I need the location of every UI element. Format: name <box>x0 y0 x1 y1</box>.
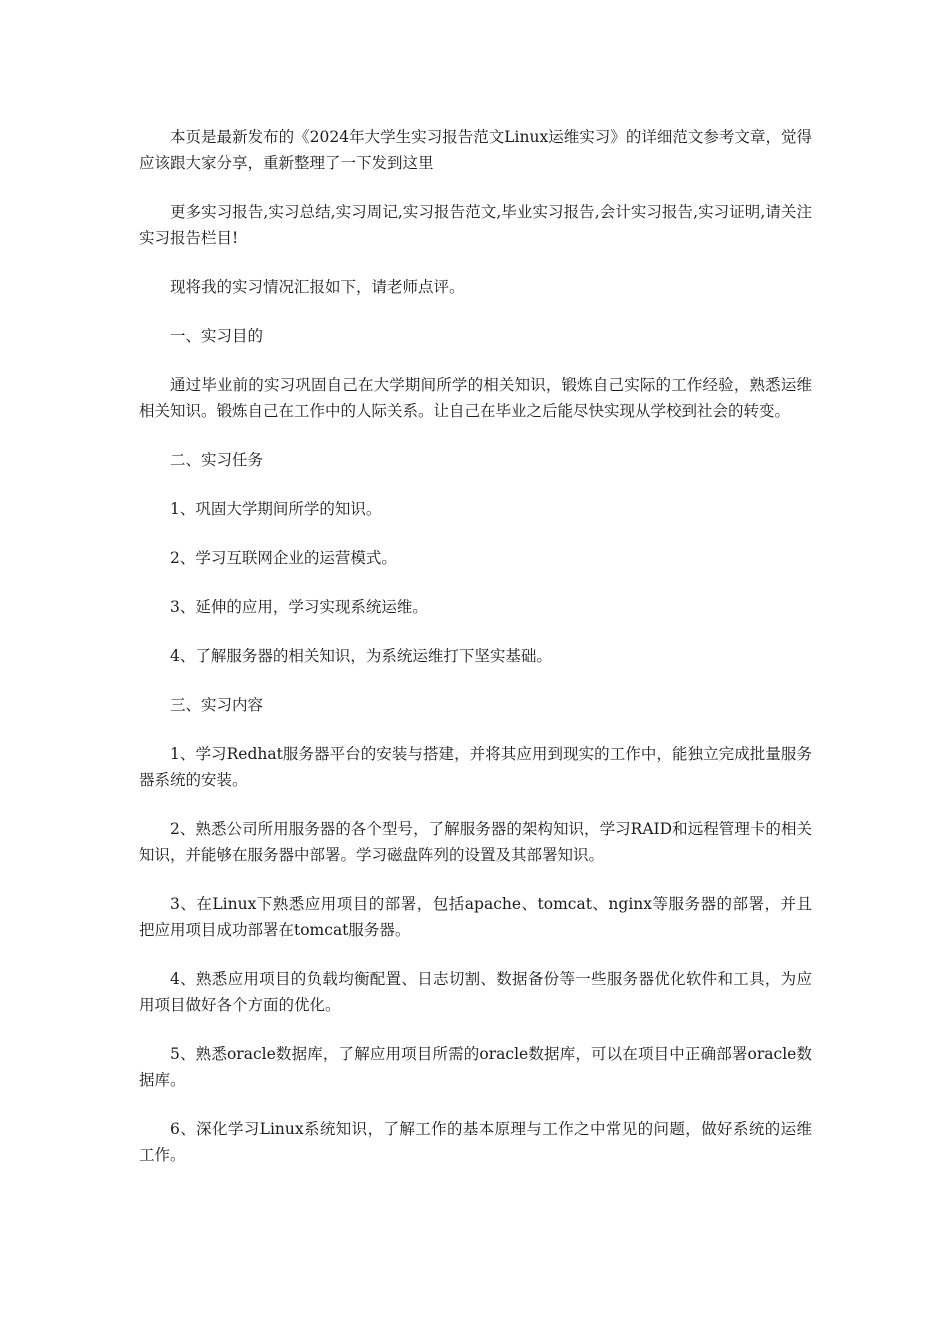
task-item: 2、学习互联网企业的运营模式。 <box>170 549 397 567</box>
content-item: 6、深化学习Linux系统知识，了解工作的基本原理与工作之中常见的问题，做好系统的运维工作。 <box>139 1120 812 1164</box>
purpose-paragraph: 通过毕业前的实习巩固自己在大学期间所学的相关知识，锻炼自己实际的工作经验，熟悉运维相关知识。锻炼自己在工作中的人际关系。让自己在毕业之后能尽快实现从学校到社会的转变。 <box>139 376 812 420</box>
section-heading-tasks: 二、实习任务 <box>170 451 264 469</box>
task-item: 1、巩固大学期间所学的知识。 <box>170 500 382 518</box>
content-item: 3、在Linux下熟悉应用项目的部署，包括apache、tomcat、nginx等服务器的部署，并且把应用项目成功部署在tomcat服务器。 <box>139 895 812 939</box>
content-item: 5、熟悉oracle数据库，了解应用项目所需的oracle数据库，可以在项目中正确部署oracle数据库。 <box>139 1045 812 1089</box>
section-heading-purpose: 一、实习目的 <box>170 327 264 345</box>
content-item: 2、熟悉公司所用服务器的各个型号，了解服务器的架构知识，学习RAID和远程管理卡的相关知识，并能够在服务器中部署。学习磁盘阵列的设置及其部署知识。 <box>139 820 812 864</box>
section-heading-content: 三、实习内容 <box>170 696 264 714</box>
report-opening-paragraph: 现将我的实习情况汇报如下，请老师点评。 <box>170 278 465 296</box>
intro-paragraph: 本页是最新发布的《2024年大学生实习报告范文Linux运维实习》的详细范文参考文章，觉得应该跟大家分享，重新整理了一下发到这里 <box>139 128 812 172</box>
task-item: 3、延伸的应用，学习实现系统运维。 <box>170 598 428 616</box>
content-item: 1、学习Redhat服务器平台的安装与搭建，并将其应用到现实的工作中，能独立完成批量服务器系统的安装。 <box>139 745 812 789</box>
task-item: 4、了解服务器的相关知识，为系统运维打下坚实基础。 <box>170 647 552 665</box>
related-links-paragraph: 更多实习报告,实习总结,实习周记,实习报告范文,毕业实习报告,会计实习报告,实习证明,请关注实习报告栏目! <box>139 203 812 247</box>
content-item: 4、熟悉应用项目的负载均衡配置、日志切割、数据备份等一些服务器优化软件和工具，为应用项目做好各个方面的优化。 <box>139 970 812 1014</box>
